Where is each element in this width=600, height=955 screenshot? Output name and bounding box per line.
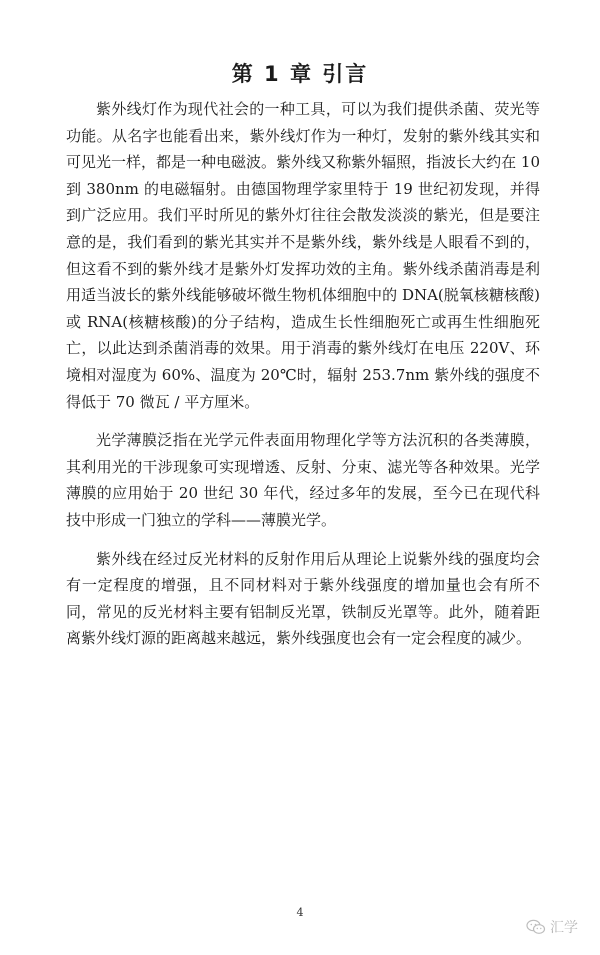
body-text: [66, 96, 540, 664]
chapter-title: 第 1 章 引言: [231, 62, 369, 86]
paragraph-reflection: 紫外线在经过反光材料的反射作用后从理论上说紫外线的强度均会有一定程度的增强，且不同材料对于紫外线强度的增加量也会有所不同，常见的反光材料主要有铝制反光罩，铁制反光罩等。此外，随着距离紫外线灯源的距离越来越远，紫外线强度也会有一定会程度的减少。: [66, 549, 540, 648]
watermark: [526, 917, 578, 937]
paragraph-uv-lamp: 紫外线灯作为现代社会的一种工具，可以为我们提供杀菌、荧光等功能。从名字也能看出来，紫外线灯作为一种灯，发射的紫外线其实和可见光一样，都是一种电磁波。紫外线又称紫外辐照，指波长大约在 10 到 380nm 的电磁辐射。由德国物理学家里特于 19 世纪初发现，并得到广泛应用。我们平时所见的紫外灯往往会散发淡淡的紫光，但是要注意的是，我们看到的紫光其实并不是紫外线，紫外线是人眼看不到的，但这看不到的紫外线才是紫外灯发挥功效的主角。紫外线杀菌消毒是利用适当波长的紫外线能够破坏微生物机体细胞中的 DNA(脱氧核糖核酸)或 RNA(核糖核酸)的分子结构，造成生长性细胞死亡或再生性细胞死亡，以此达到杀菌消毒的效果。用于消毒的紫外线灯在电压 220V、环境相对湿度为 60%、温度为 20℃时，辐射 253.7nm 紫外线的强度不得低于 70 微瓦 / 平方厘米。: [66, 100, 540, 411]
watermark-text: 汇学: [550, 920, 578, 936]
page-number: 4: [296, 906, 304, 919]
paragraph-optical-film: 光学薄膜泛指在光学元件表面用物理化学等方法沉积的各类薄膜，其利用光的干涉现象可实现增透、反射、分束、滤光等各种效果。光学薄膜的应用始于 20 世纪 30 年代，经过多年的发展，至今已在现代科技中形成一门独立的学科——薄膜光学。: [66, 431, 540, 529]
wechat-icon: [526, 919, 546, 935]
